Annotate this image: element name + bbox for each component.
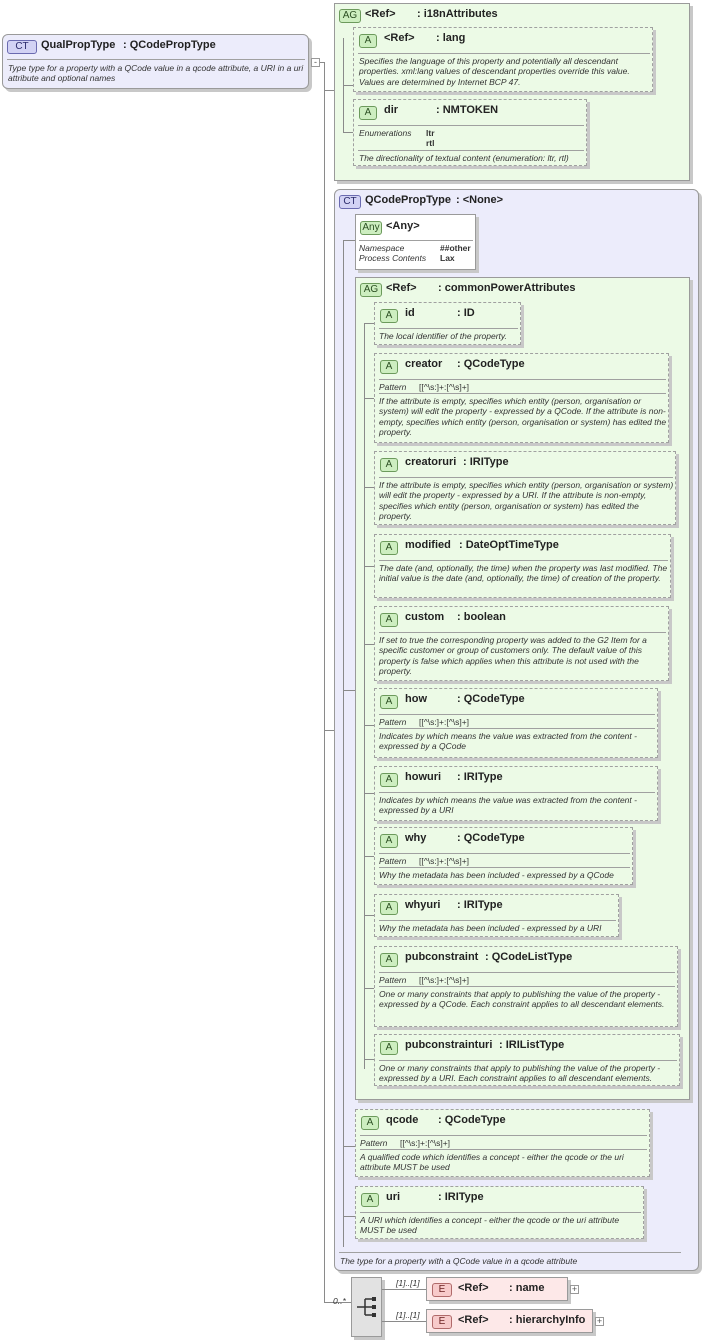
ref-label: <Ref> (365, 8, 396, 20)
attribute-name: whyuri (405, 899, 441, 911)
attribute-group-name: : commonPowerAttributes (438, 282, 576, 294)
attribute-icon: A (380, 309, 398, 323)
attribute-modified[interactable] (374, 534, 671, 598)
attribute-name: id (405, 307, 415, 319)
root-type-name: QualPropType (41, 39, 116, 51)
element-occurs: [1]..[1] (396, 1310, 420, 1320)
attribute-type: : QCodeListType (485, 951, 573, 963)
attribute-group-name: : i18nAttributes (417, 8, 498, 20)
any-title: <Any> (386, 220, 420, 232)
attribute-icon: A (380, 773, 398, 787)
ref-label: <Ref> (458, 1314, 489, 1326)
attribute-type: : QCodeType (457, 358, 525, 370)
attribute-type: : ID (457, 307, 475, 319)
connector-line (364, 323, 374, 324)
root-documentation: Type type for a property with a QCode value in a qcode attribute, a URI in a uri attribute and optional names (8, 63, 304, 84)
ref-label: <Ref> (384, 32, 415, 44)
divider (358, 150, 584, 151)
connector-line (364, 566, 374, 567)
divider (379, 379, 666, 380)
complex-type-icon: CT (7, 40, 37, 54)
divider (379, 393, 666, 394)
element-icon: E (432, 1283, 452, 1297)
root-complex-type[interactable] (2, 34, 309, 89)
connector-line (364, 487, 374, 488)
attribute-name: why (405, 832, 427, 844)
expand-icon[interactable]: + (596, 1316, 603, 1326)
connector-line (343, 132, 353, 133)
divider (379, 328, 518, 329)
attribute-name: uri (386, 1191, 401, 1203)
element-hierarchyinfo[interactable] (426, 1309, 593, 1333)
attribute-type: : IRIType (438, 1191, 484, 1203)
connector-line (364, 856, 374, 857)
attribute-type: : QCodeType (457, 693, 525, 705)
attribute-documentation: One or many constraints that apply to publishing the value of the property - expressed by a QCode. Each constraint applies to all descendant elements. (379, 989, 665, 1010)
pattern-label: Pattern (360, 1138, 388, 1148)
divider (379, 632, 666, 633)
attribute-type: : DateOptTimeType (459, 539, 559, 551)
divider (360, 1149, 647, 1150)
attribute-icon: A (361, 1116, 379, 1130)
connector-line (364, 793, 374, 794)
attribute-id[interactable] (374, 302, 521, 345)
connector-line (343, 1216, 355, 1217)
attribute-name: dir (384, 104, 399, 116)
attribute-type: : NMTOKEN (436, 104, 499, 116)
pattern-label: Pattern (379, 382, 407, 392)
attribute-name: pubconstrainturi (405, 1039, 493, 1051)
element-occurs: [1]..[1] (396, 1278, 420, 1288)
complex-type-base: : <None> (456, 194, 504, 206)
connector-line (343, 240, 344, 1247)
attribute-icon: A (380, 360, 398, 374)
attribute-type: : lang (436, 32, 466, 44)
attribute-pubconstrainturi[interactable] (374, 1034, 680, 1086)
connector-line (343, 85, 353, 86)
attribute-documentation: One or many constraints that apply to publishing the value of the property - expressed by a URI. Each constraint applies to all descendant elements. (379, 1063, 661, 1084)
any-wildcard[interactable] (355, 214, 476, 270)
root-base-type: : QCodePropType (123, 39, 216, 51)
process-contents-label: Process Contents (359, 253, 427, 263)
divider (7, 59, 305, 60)
ref-label: <Ref> (458, 1282, 489, 1294)
attribute-documentation: If set to true the corresponding property was added to the G2 Item for a specific customer or group of customers only. The default value of this property is false which applies when this attribute is not used with the property. (379, 635, 647, 677)
pattern-label: Pattern (379, 856, 407, 866)
divider (379, 714, 655, 715)
divider (360, 1135, 647, 1136)
attribute-type: : IRIListType (499, 1039, 565, 1051)
attribute-type: : QCodeType (438, 1114, 506, 1126)
attribute-name: creatoruri (405, 456, 457, 468)
divider (379, 560, 668, 561)
attribute-how[interactable] (374, 688, 658, 758)
connector-line (343, 690, 355, 691)
divider (379, 477, 673, 478)
attribute-name: qcode (386, 1114, 419, 1126)
attribute-group-icon: AG (360, 283, 382, 297)
attribute-why[interactable] (374, 827, 633, 885)
attribute-documentation: Why the metadata has been included - expressed by a URI (379, 923, 602, 933)
complex-type-documentation: The type for a property with a QCode value in a qcode attribute (340, 1256, 578, 1266)
connector-line (364, 1059, 374, 1060)
collapse-icon[interactable]: - (311, 58, 320, 67)
attribute-icon: A (380, 953, 398, 967)
enum-value: rtl (426, 138, 435, 148)
element-ref-name: : hierarchyInfo (509, 1314, 586, 1326)
attribute-icon: A (380, 541, 398, 555)
connector-line (364, 988, 374, 989)
attribute-icon: A (380, 458, 398, 472)
attribute-icon: A (380, 901, 398, 915)
divider (359, 240, 473, 241)
connector-line (382, 1289, 426, 1290)
pattern-value: [[^\s:]+:[^\s]+] (419, 717, 470, 727)
attribute-name: how (405, 693, 427, 705)
element-name[interactable] (426, 1277, 568, 1301)
attribute-group-icon: AG (339, 9, 361, 23)
attribute-pubconstraint[interactable] (374, 946, 678, 1027)
element-icon: E (432, 1315, 452, 1329)
connector-line (382, 1321, 426, 1322)
sequence-icon (351, 1277, 382, 1337)
attribute-documentation: The date (and, optionally, the time) when the property was last modified. The initial value is the date (and, optionally, the time) of creation of the property. (379, 563, 668, 584)
pattern-label: Pattern (379, 975, 407, 985)
attribute-documentation: Indicates by which means the value was extracted from the content - expressed by a URI (379, 795, 637, 816)
pattern-value: [[^\s:]+:[^\s]+] (400, 1138, 451, 1148)
attribute-type: : IRIType (463, 456, 509, 468)
attribute-uri[interactable] (355, 1186, 644, 1239)
attribute-icon: A (380, 613, 398, 627)
attribute-type: : boolean (457, 611, 506, 623)
attribute-documentation: Specifies the language of this property and potentially all descendant properties. xml:lang values of descendant properties override this value. Values are determined by Internet BCP 47. (359, 56, 630, 87)
connector-line (364, 398, 374, 399)
attribute-documentation: A qualified code which identifies a concept - either the qcode or the uri attribute MUST be used (360, 1152, 624, 1173)
attribute-whyuri[interactable] (374, 894, 619, 937)
divider (379, 986, 675, 987)
connector-line (343, 240, 355, 241)
sequence-compositor[interactable] (351, 1277, 382, 1337)
divider (379, 1060, 677, 1061)
complex-type-name: QCodePropType (365, 194, 451, 206)
pattern-label: Pattern (379, 717, 407, 727)
any-icon: Any (360, 221, 382, 235)
pattern-value: [[^\s:]+:[^\s]+] (419, 975, 470, 985)
attribute-documentation: Why the metadata has been included - expressed by a QCode (379, 870, 614, 880)
divider (379, 792, 655, 793)
connector-line (343, 1146, 355, 1147)
connector-line (364, 725, 374, 726)
connector-line (324, 90, 334, 91)
complex-type-icon: CT (339, 195, 361, 209)
attribute-type: : QCodeType (457, 832, 525, 844)
expand-icon[interactable]: + (571, 1284, 578, 1294)
attribute-documentation: The directionality of textual content (enumeration: ltr, rtl) (359, 153, 569, 163)
attribute-icon: A (380, 1041, 398, 1055)
attribute-howuri[interactable] (374, 766, 658, 821)
enum-value: ltr (426, 128, 435, 138)
connector-line (324, 730, 334, 731)
attribute-type: : IRIType (457, 771, 503, 783)
divider (358, 125, 584, 126)
attribute-name: howuri (405, 771, 442, 783)
attribute-icon: A (361, 1193, 379, 1207)
pattern-value: [[^\s:]+:[^\s]+] (419, 856, 470, 866)
divider (360, 1212, 641, 1213)
attribute-name: modified (405, 539, 451, 551)
divider (339, 1252, 681, 1253)
sequence-occurs: 0..* (333, 1296, 346, 1306)
attribute-name: custom (405, 611, 445, 623)
divider (379, 867, 630, 868)
attribute-documentation: Indicates by which means the value was extracted from the content - expressed by a QCode (379, 731, 637, 752)
connector-line (324, 62, 325, 1302)
divider (379, 853, 630, 854)
divider (358, 53, 650, 54)
pattern-value: [[^\s:]+:[^\s]+] (419, 382, 470, 392)
attribute-lang[interactable] (353, 27, 653, 92)
connector-line (364, 915, 374, 916)
attribute-dir[interactable] (353, 99, 587, 166)
attribute-documentation: If the attribute is empty, specifies which entity (person, organisation or system) will edit the property - expressed by a URI. If the attribute is non-empty, specifies which entity (person, organisation or system) has edited the property. (379, 480, 674, 522)
process-contents-value: Lax (440, 253, 455, 263)
divider (379, 920, 616, 921)
attribute-icon: A (380, 834, 398, 848)
attribute-icon: A (359, 34, 377, 48)
attribute-documentation: A URI which identifies a concept - either the qcode or the uri attribute MUST be used (360, 1215, 620, 1236)
enumerations-label: Enumerations (359, 128, 412, 138)
attribute-icon: A (359, 106, 377, 120)
connector-line (364, 644, 374, 645)
attribute-creatoruri[interactable] (374, 451, 676, 525)
divider (379, 972, 675, 973)
attribute-creator[interactable] (374, 353, 669, 443)
namespace-value: ##other (440, 243, 471, 253)
attribute-name: creator (405, 358, 443, 370)
attribute-documentation: If the attribute is empty, specifies which entity (person, organisation or system) will edit the property - expressed by a QCode. If the attribute is non-empty, specifies which entity (person, organisation or system) has edited the property. (379, 396, 667, 438)
attribute-type: : IRIType (457, 899, 503, 911)
attribute-icon: A (380, 695, 398, 709)
element-ref-name: : name (509, 1282, 545, 1294)
attribute-documentation: The local identifier of the property. (379, 331, 507, 341)
namespace-label: Namespace (359, 243, 405, 253)
attribute-custom[interactable] (374, 606, 669, 681)
attribute-name: pubconstraint (405, 951, 479, 963)
connector-line (364, 323, 365, 1069)
ref-label: <Ref> (386, 282, 417, 294)
attribute-qcode[interactable] (355, 1109, 650, 1177)
divider (379, 728, 655, 729)
